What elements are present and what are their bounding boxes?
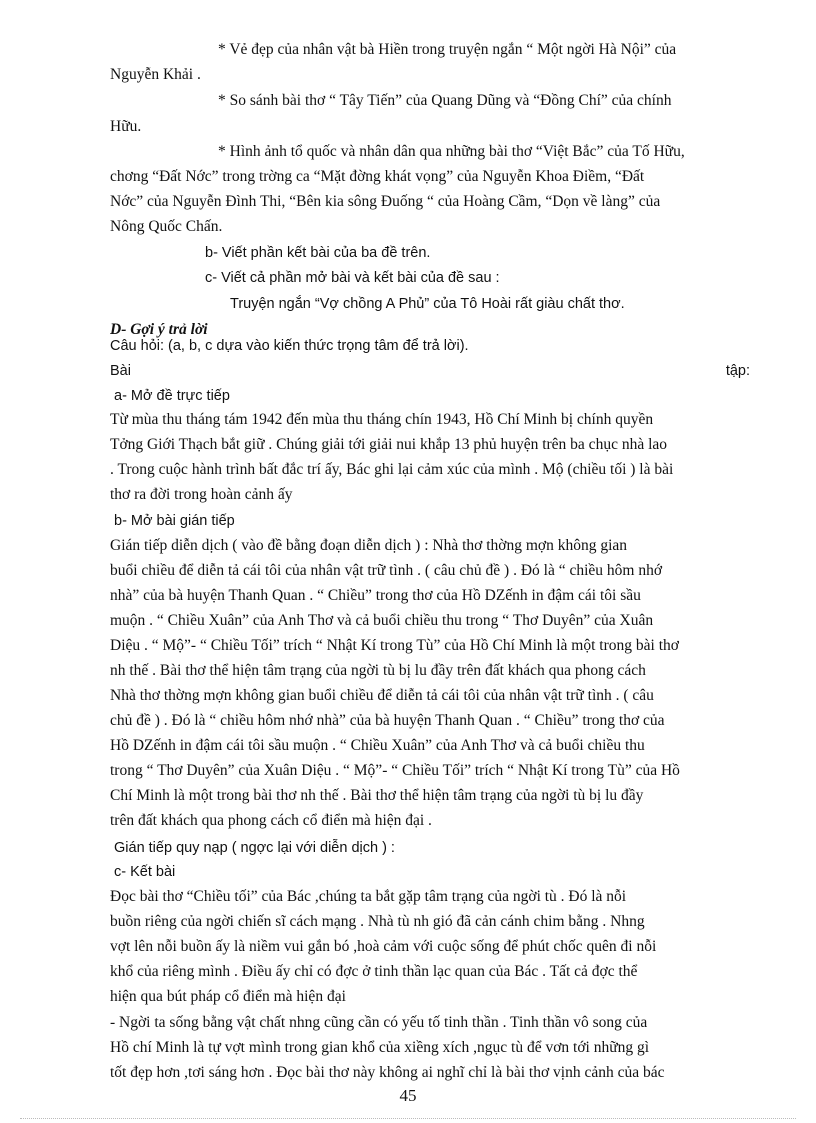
- text-line: Chí Minh là một trong bài thơ nh thế . Bài thơ thể hiện tâm trạng của ngời tù bị lu đầy: [110, 787, 644, 804]
- subheading: b- Mở bài gián tiếp: [114, 513, 235, 529]
- text-line: Hồ chí Minh là tự vợt mình trong gian khổ của xiềng xích ,ngục tù để vơn tới những gì: [110, 1039, 650, 1056]
- text-line: Nhà thơ thờng mợn không gian buổi chiều để diễn tả cái tôi của nhân vật trữ tình . ( câu: [110, 687, 654, 704]
- text-line: Đọc bài thơ “Chiều tối” của Bác ,chúng ta bắt gặp tâm trạng của ngời tù . Đó là nỗi: [110, 888, 627, 905]
- text-line: Gián tiếp diễn dịch ( vào đề bằng đoạn diễn dịch ) : Nhà thơ thờng mợn không gian: [110, 537, 628, 554]
- text-line: b- Viết phần kết bài của ba đề trên.: [205, 245, 431, 261]
- exercise-left: Bài: [110, 363, 131, 379]
- subheading: c- Kết bài: [114, 864, 176, 880]
- text-line: Tởng Giới Thạch bắt giữ . Chúng giải tới giải nui khắp 13 phủ huyện trên ba chục nhà lao: [110, 436, 668, 453]
- text-line: buổi chiều để diễn tả cái tôi của nhân vật trữ tình . ( câu chủ đề ) . Đó là “ chiều hôm nhớ: [110, 562, 663, 579]
- text-line: Từ mùa thu tháng tám 1942 đến mùa thu tháng chín 1943, Hồ Chí Minh bị chính quyền: [110, 411, 654, 428]
- text-line: Diệu . “ Mộ”- “ Chiều Tối” trích “ Nhật Kí trong Tù” của Hồ Chí Minh là một trong bài thơ: [110, 637, 679, 654]
- text-line: Truyện ngắn “Vợ chồng A Phủ” của Tô Hoài rất giàu chất thơ.: [230, 296, 625, 312]
- bottom-divider: [20, 1118, 796, 1119]
- text-line: hiện qua bút pháp cổ điển mà hiện đại: [110, 988, 346, 1005]
- text-line: Nớc” của Nguyễn Đình Thi, “Bên kia sông Đuống “ của Hoàng Cầm, “Dọn về làng” của: [110, 193, 661, 210]
- text-line: thơ ra đời trong hoàn cảnh ấy: [110, 486, 293, 503]
- text-line: * Vẻ đẹp của nhân vật bà Hiền trong truyện ngắn “ Một ngời Hà Nội” của: [218, 41, 677, 58]
- subheading: a- Mở đề trực tiếp: [114, 388, 230, 404]
- text-line: * So sánh bài thơ “ Tây Tiến” của Quang Dũng và “Đồng Chí” của chính: [218, 92, 672, 109]
- exercise-right: tập:: [725, 363, 750, 379]
- text-line: khổ của riêng mình . Điều ấy chỉ có đợc ở tinh thần lạc quan của Bác . Tất cả đợc thể: [110, 963, 638, 980]
- text-line: muộn . “ Chiều Xuân” của Anh Thơ và cả buổi chiều thu trong “ Thơ Duyên” của Xuân: [110, 612, 654, 629]
- text-line: . Trong cuộc hành trình bất đắc trí ấy, Bác ghi lại cảm xúc của mình . Mộ (chiều tối ) là bài: [110, 461, 674, 478]
- text-line: - Ngời ta sống bằng vật chất nhng cũng cần có yếu tố tinh thần . Tinh thần vô song của: [110, 1014, 648, 1031]
- text-line: tốt đẹp hơn ,tơi sáng hơn . Đọc bài thơ này không ai nghĩ chỉ là bài thơ vịnh cảnh của bác: [110, 1064, 665, 1081]
- text-line: * Hình ảnh tổ quốc và nhân dân qua những bài thơ “Việt Bắc” của Tố Hữu,: [218, 143, 685, 160]
- text-line: Nông Quốc Chấn.: [110, 218, 223, 235]
- text-line: Hữu.: [110, 118, 142, 135]
- text-line: chủ đề ) . Đó là “ chiều hôm nhớ nhà” của bà huyện Thanh Quan . “ Chiều” trong thơ của: [110, 712, 665, 729]
- text-line: Nguyễn Khải .: [110, 66, 201, 83]
- text-line: Hồ DZếnh in đậm cái tôi sầu muộn . “ Chiều Xuân” của Anh Thơ và cả buổi chiều thu: [110, 737, 645, 754]
- text-line: buồn riêng của ngời chiến sĩ cách mạng . Nhà tù nh gió đã cản cánh chim bằng . Nhng: [110, 913, 645, 930]
- text-line: nhà” của bà huyện Thanh Quan . “ Chiều” trong thơ của Hồ DZếnh in đậm cái tôi sầu: [110, 587, 641, 604]
- text-line: chơng “Đất Nớc” trong trờng ca “Mặt đờng khát vọng” của Nguyễn Khoa Điềm, “Đất: [110, 168, 645, 185]
- text-line: c- Viết cả phần mở bài và kết bài của đề sau :: [205, 270, 500, 286]
- subheading: Gián tiếp quy nạp ( ngợc lại với diễn dịch ) :: [114, 840, 395, 856]
- text-line: trong “ Thơ Duyên” của Xuân Diệu . “ Mộ”- “ Chiều Tối” trích “ Nhật Kí trong Tù” của Hồ: [110, 762, 680, 779]
- exercise-heading: [110, 361, 750, 381]
- text-line: trên đất khách qua phong cách cổ điển mà hiện đại .: [110, 812, 432, 829]
- page-number: 45: [399, 1086, 417, 1105]
- text-line: Câu hỏi: (a, b, c dựa vào kiến thức trọng tâm để trả lời).: [110, 338, 469, 354]
- text-line: vợt lên nỗi buồn ấy là niềm vui gắn bó ,hoà cảm với cuộc sống để phút chốc quên đi nỗi: [110, 938, 657, 955]
- text-line: nh thế . Bài thơ thể hiện tâm trạng của ngời tù bị lu đầy trên đất khách qua phong cách: [110, 662, 646, 679]
- section-heading: D- Gợi ý trả lời: [110, 321, 208, 338]
